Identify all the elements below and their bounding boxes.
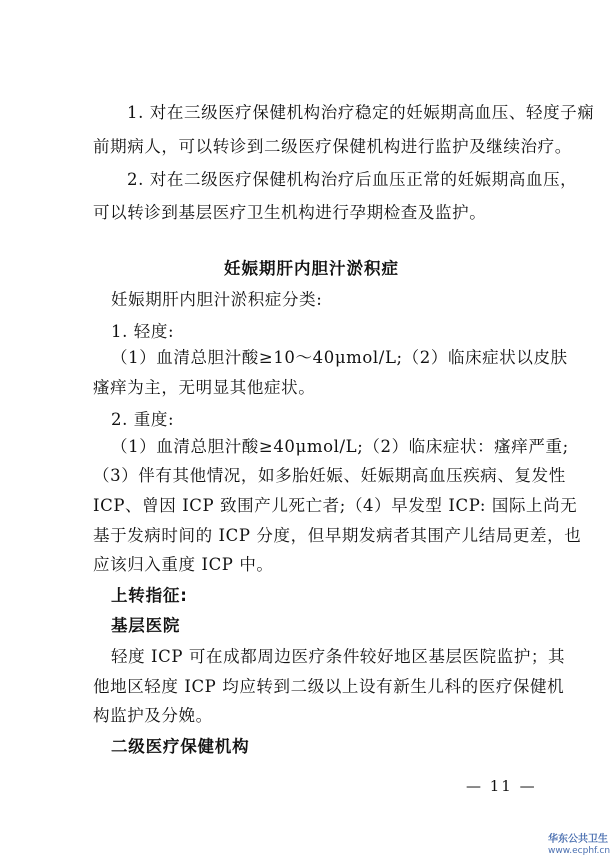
referral-line-1: 轻度 ICP 可在成都周边医疗条件较好地区基层医院监护；其 bbox=[111, 647, 566, 666]
referral-line-2: 他地区轻度 ICP 均应转到二级以上设有新生儿科的医疗保健机 bbox=[93, 677, 565, 696]
severe-line-1: （1）血清总胆汁酸≥40μmol/L;（2）临床症状：瘙痒严重; bbox=[111, 437, 569, 456]
severe-line-2: （3）伴有其他情况，如多胎妊娠、妊娠期高血压疾病、复发性 bbox=[93, 466, 566, 485]
mild-line-2: 瘙痒为主，无明显其他症状。 bbox=[93, 378, 316, 397]
mild-heading: 1. 轻度: bbox=[111, 322, 175, 341]
section-title: 妊娠期肝内胆汁淤积症 bbox=[224, 259, 399, 278]
secondary-institution-heading: 二级医疗保健机构 bbox=[111, 737, 250, 756]
referral-heading: 上转指征: bbox=[111, 586, 188, 605]
severe-line-4: 基于发病时间的 ICP 分度，但早期发病者其围产儿结局更差，也 bbox=[93, 526, 582, 545]
paragraph-2-line-1: 2. 对在二级医疗保健机构治疗后血压正常的妊娠期高血压， bbox=[127, 170, 578, 189]
severe-heading: 2. 重度: bbox=[111, 410, 175, 429]
referral-line-3: 构监护及分娩。 bbox=[93, 706, 213, 725]
severe-line-3: ICP、曾因 ICP 致围产儿死亡者;（4）早发型 ICP: 国际上尚无 bbox=[93, 496, 578, 515]
watermark-name: 华东公共卫生 bbox=[548, 834, 608, 845]
mild-line-1: （1）血清总胆汁酸≥10～40μmol/L;（2）临床症状以皮肤 bbox=[111, 348, 568, 367]
page-number: — 11 — bbox=[466, 777, 537, 795]
primary-hospital-heading: 基层医院 bbox=[111, 616, 181, 635]
paragraph-1-line-2: 前期病人，可以转诊到二级医疗保健机构进行监护及继续治疗。 bbox=[93, 137, 572, 156]
classification-label: 妊娠期肝内胆汁淤积症分类: bbox=[111, 290, 323, 309]
watermark-url: www.ecphf.cn bbox=[548, 846, 610, 856]
severe-line-5: 应该归入重度 ICP 中。 bbox=[93, 555, 274, 574]
paragraph-2-line-2: 可以转诊到基层医疗卫生机构进行孕期检查及监护。 bbox=[93, 203, 487, 222]
paragraph-1-line-1: 1. 对在三级医疗保健机构治疗稳定的妊娠期高血压、轻度子痫 bbox=[127, 103, 595, 122]
